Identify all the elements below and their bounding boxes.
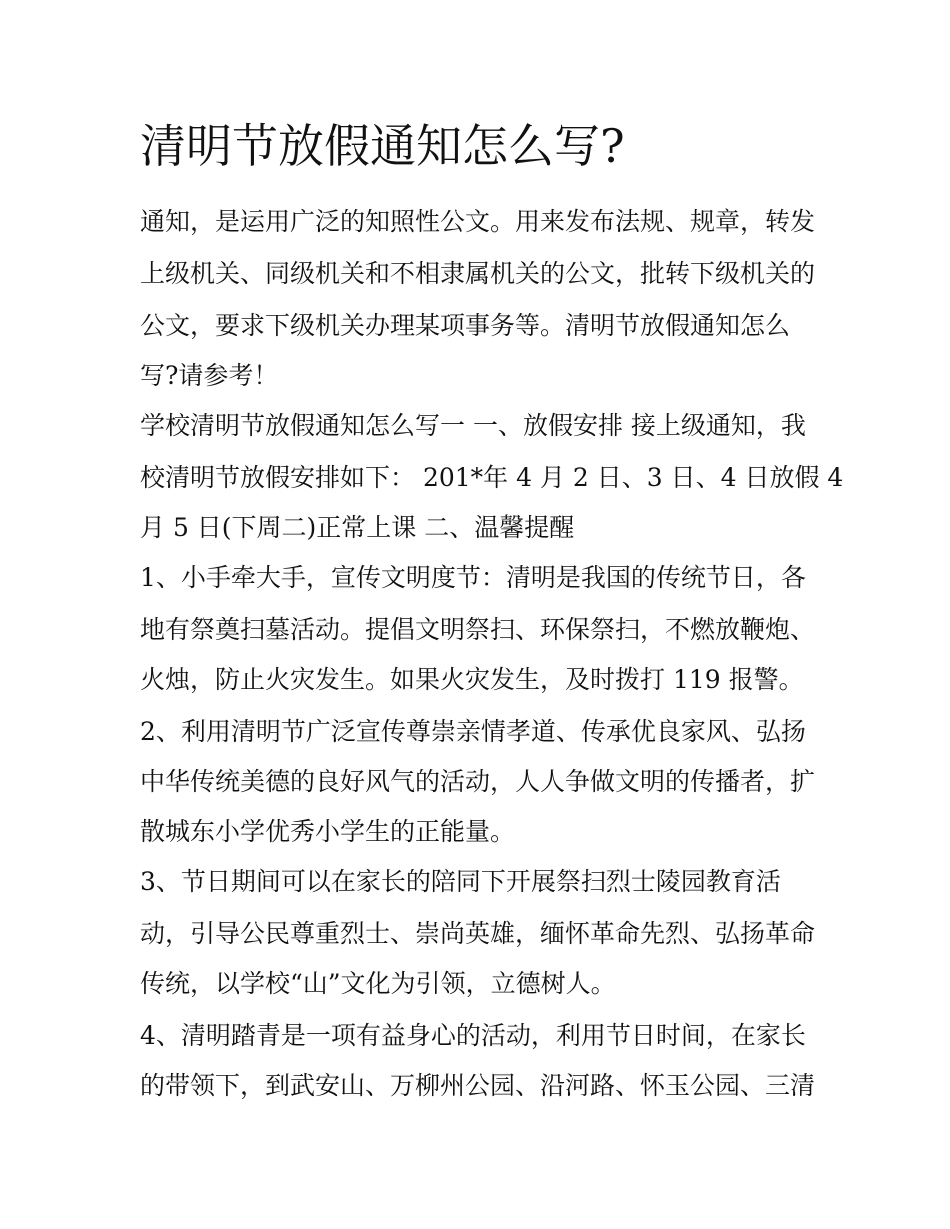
body-line-6: 校清明节放假安排如下： 201*年 4 月 2 日、3 日、4 日放假 4: [140, 463, 844, 492]
body-line-10: 火烛，防止火灾发生。如果火灾发生，及时拨打 119 报警。: [140, 665, 804, 694]
body-line-18: 的带领下，到武安山、万柳州公园、沿河路、怀玉公园、三清: [140, 1071, 816, 1100]
page-title: 清明节放假通知怎么写?: [140, 119, 625, 173]
body-line-14: 3、节日期间可以在家长的陪同下开展祭扫烈士陵园教育活: [140, 867, 781, 896]
body-line-12: 中华传统美德的良好风气的活动，人人争做文明的传播者，扩: [140, 767, 816, 796]
body-line-5: 学校清明节放假通知怎么写一 一、放假安排 接上级通知，我: [140, 411, 806, 440]
body-line-1: 通知，是运用广泛的知照性公文。用来发布法规、规章，转发: [140, 207, 816, 236]
body-line-9: 地有祭奠扫墓活动。提倡文明祭扫、环保祭扫，不燃放鞭炮、: [140, 615, 816, 644]
body-line-16: 传统，以学校“山”文化为引领，立德树人。: [140, 969, 616, 998]
body-line-2: 上级机关、同级机关和不相隶属机关的公文，批转下级机关的: [140, 259, 816, 288]
body-line-13: 散城东小学优秀小学生的正能量。: [140, 817, 516, 846]
body-line-4: 写?请参考！: [140, 361, 279, 390]
body-line-17: 4、清明踏青是一项有益身心的活动，利用节日时间，在家长: [140, 1021, 806, 1050]
body-line-15: 动，引导公民尊重烈士、崇尚英雄，缅怀革命先烈、弘扬革命: [140, 919, 816, 948]
body-line-7: 月 5 日(下周二)正常上课 二、温馨提醒: [140, 513, 575, 542]
body-line-11: 2、利用清明节广泛宣传尊崇亲情孝道、传承优良家风、弘扬: [140, 717, 806, 746]
body-line-3: 公文，要求下级机关办理某项事务等。清明节放假通知怎么: [140, 311, 791, 340]
body-line-8: 1、小手牵大手，宣传文明度节：清明是我国的传统节日，各: [140, 563, 806, 592]
